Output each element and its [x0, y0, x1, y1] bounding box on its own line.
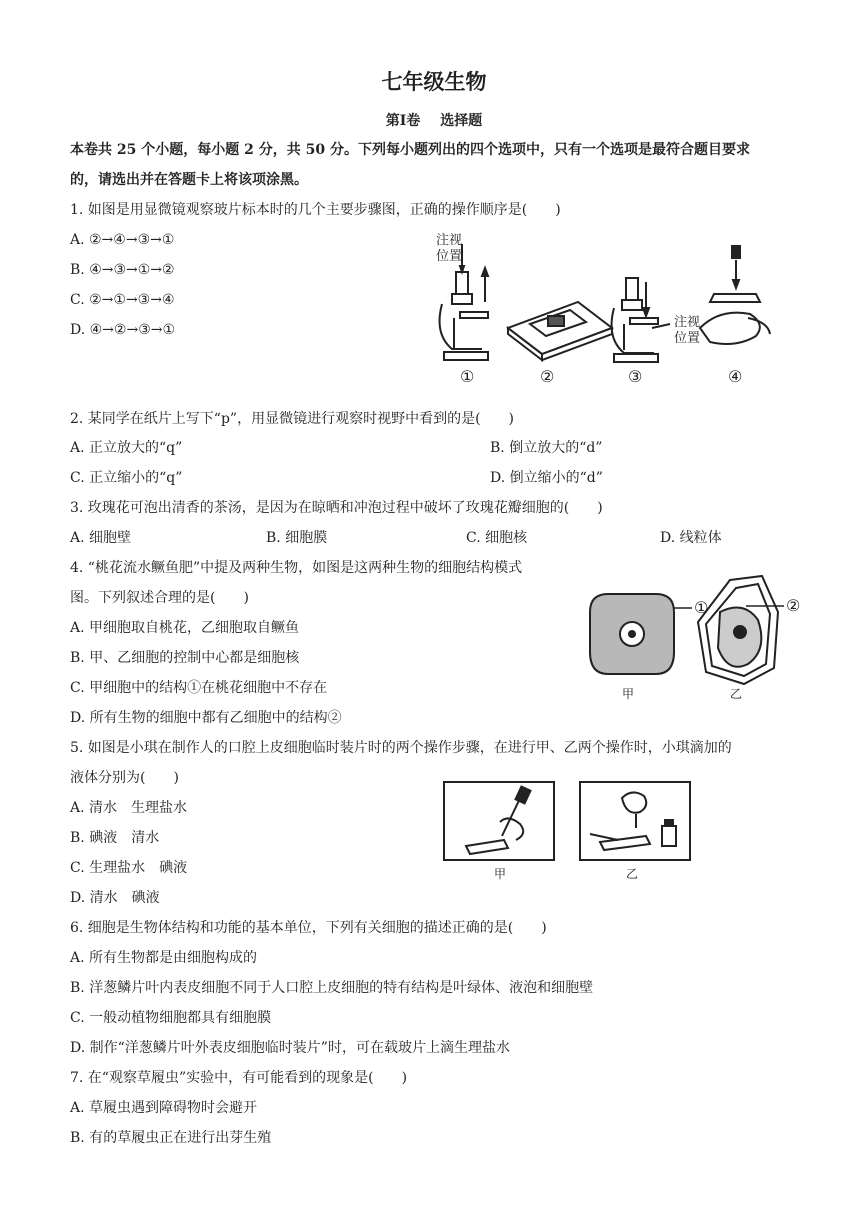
- dropper-step-jia: [444, 782, 554, 860]
- q1-stem: 1. 如图是用显微镜观察玻片标本时的几个主要步骤图，正确的操作顺序是( ): [70, 202, 561, 218]
- q3-option-a: A. 细胞壁: [70, 530, 132, 546]
- section-number: 第Ⅰ卷: [385, 113, 421, 129]
- q4-fig-mark-1: ①: [694, 598, 709, 617]
- q1-fig-label-3b: 位置: [674, 331, 701, 346]
- q5-option-d: D. 清水 碘液: [70, 890, 160, 906]
- q2-option-b: B. 倒立放大的“d”: [490, 440, 603, 456]
- section-name: 选择题: [440, 113, 483, 129]
- q5-fig-caption-jia: 甲: [494, 867, 507, 881]
- q5-option-c: C. 生理盐水 碘液: [70, 860, 188, 876]
- q2-option-d: D. 倒立缩小的“d”: [490, 470, 603, 486]
- q3-option-b: B. 细胞膜: [266, 530, 328, 546]
- plant-cell-illustration: [698, 576, 784, 684]
- q1-fig-num-1: ①: [460, 367, 475, 386]
- q4-fig-mark-2: ②: [786, 596, 801, 615]
- section-heading: [0, 110, 868, 130]
- q6-stem: 6. 细胞是生物体结构和功能的基本单位，下列有关细胞的描述正确的是( ): [70, 920, 547, 936]
- q3-stem: 3. 玫瑰花可泡出清香的茶汤，是因为在晾晒和冲泡过程中破坏了玫瑰花瓣细胞的( ): [70, 500, 603, 516]
- q6-option-b: B. 洋葱鳞片叶内表皮细胞不同于人口腔上皮细胞的特有结构是叶绿体、液泡和细胞壁: [70, 980, 594, 996]
- page-title: 七年级生物: [381, 70, 487, 94]
- q5-fig-caption-yi: 乙: [626, 867, 639, 881]
- q4-option-a: A. 甲细胞取自桃花，乙细胞取自鳜鱼: [70, 620, 300, 636]
- q1-fig-label-1b: 位置: [436, 249, 463, 264]
- q1-option-b: B. ④→③→①→②: [70, 262, 175, 278]
- coverslip-step-yi: [580, 782, 690, 860]
- q5-stem-line-2: 液体分别为( ): [70, 770, 179, 786]
- q7-option-b: B. 有的草履虫正在进行出芽生殖: [70, 1130, 272, 1146]
- q6-option-c: C. 一般动植物细胞都具有细胞膜: [70, 1010, 272, 1026]
- q1-microscope-figure: [430, 232, 770, 392]
- instructions-line-2: 的，请选出并在答题卡上将该项涂黑。: [70, 172, 308, 188]
- q4-fig-caption-yi: 乙: [730, 687, 743, 701]
- q1-fig-num-2: ②: [540, 367, 555, 386]
- q1-fig-label-1a: 注视: [436, 233, 463, 248]
- q5-slide-figure: [440, 780, 700, 885]
- q1-option-d: D. ④→②→③→①: [70, 322, 176, 338]
- q5-option-b: B. 碘液 清水: [70, 830, 160, 846]
- q4-option-b: B. 甲、乙细胞的控制中心都是细胞核: [70, 650, 300, 666]
- animal-cell-illustration: [590, 594, 692, 674]
- q2-stem: 2. 某同学在纸片上写下“p”，用显微镜进行观察时视野中看到的是( ): [70, 411, 515, 427]
- q1-fig-num-3: ③: [628, 367, 643, 386]
- q6-option-a: A. 所有生物都是由细胞构成的: [70, 950, 258, 966]
- instructions-line-1: 本卷共 25 个小题，每小题 2 分，共 50 分。下列每小题列出的四个选项中，只有一个选项是最符合题目要求: [70, 142, 750, 158]
- q7-stem: 7. 在“观察草履虫”实验中，有可能看到的现象是( ): [70, 1070, 408, 1086]
- q3-option-c: C. 细胞核: [466, 530, 528, 546]
- q1-fig-num-4: ④: [728, 367, 743, 386]
- q3-option-d: D. 线粒体: [660, 530, 722, 546]
- q1-fig-label-3a: 注视: [674, 315, 701, 330]
- q7-option-a: A. 草履虫遇到障碍物时会避开: [70, 1100, 258, 1116]
- q5-option-a: A. 清水 生理盐水: [70, 800, 188, 816]
- slide-illustration-2: [508, 302, 612, 360]
- q4-stem-line-2: 图。下列叙述合理的是( ): [70, 590, 249, 606]
- q6-option-d: D. 制作“洋葱鳞片叶外表皮细胞临时装片”时，可在载玻片上滴生理盐水: [70, 1040, 510, 1056]
- q4-option-c: C. 甲细胞中的结构①在桃花细胞中不存在: [70, 680, 328, 696]
- q4-fig-caption-jia: 甲: [622, 687, 635, 701]
- q4-cell-figure: [580, 572, 830, 707]
- microscope-illustration-3: [612, 278, 670, 362]
- q5-stem-line-1: 5. 如图是小琪在制作人的口腔上皮细胞临时装片时的两个操作步骤，在进行甲、乙两个操作时，小琪滴加的: [70, 740, 732, 756]
- q4-stem-line-1: 4. “桃花流水鳜鱼肥”中提及两种生物，如图是这两种生物的细胞结构模式: [70, 560, 523, 576]
- q2-option-c: C. 正立缩小的“q”: [70, 470, 183, 486]
- q4-option-d: D. 所有生物的细胞中都有乙细胞中的结构②: [70, 710, 342, 726]
- q2-option-a: A. 正立放大的“q”: [70, 440, 183, 456]
- q1-option-a: A. ②→④→③→①: [70, 232, 175, 248]
- slide-coverslip-illustration-4: [700, 246, 770, 344]
- q1-option-c: C. ②→①→③→④: [70, 292, 175, 308]
